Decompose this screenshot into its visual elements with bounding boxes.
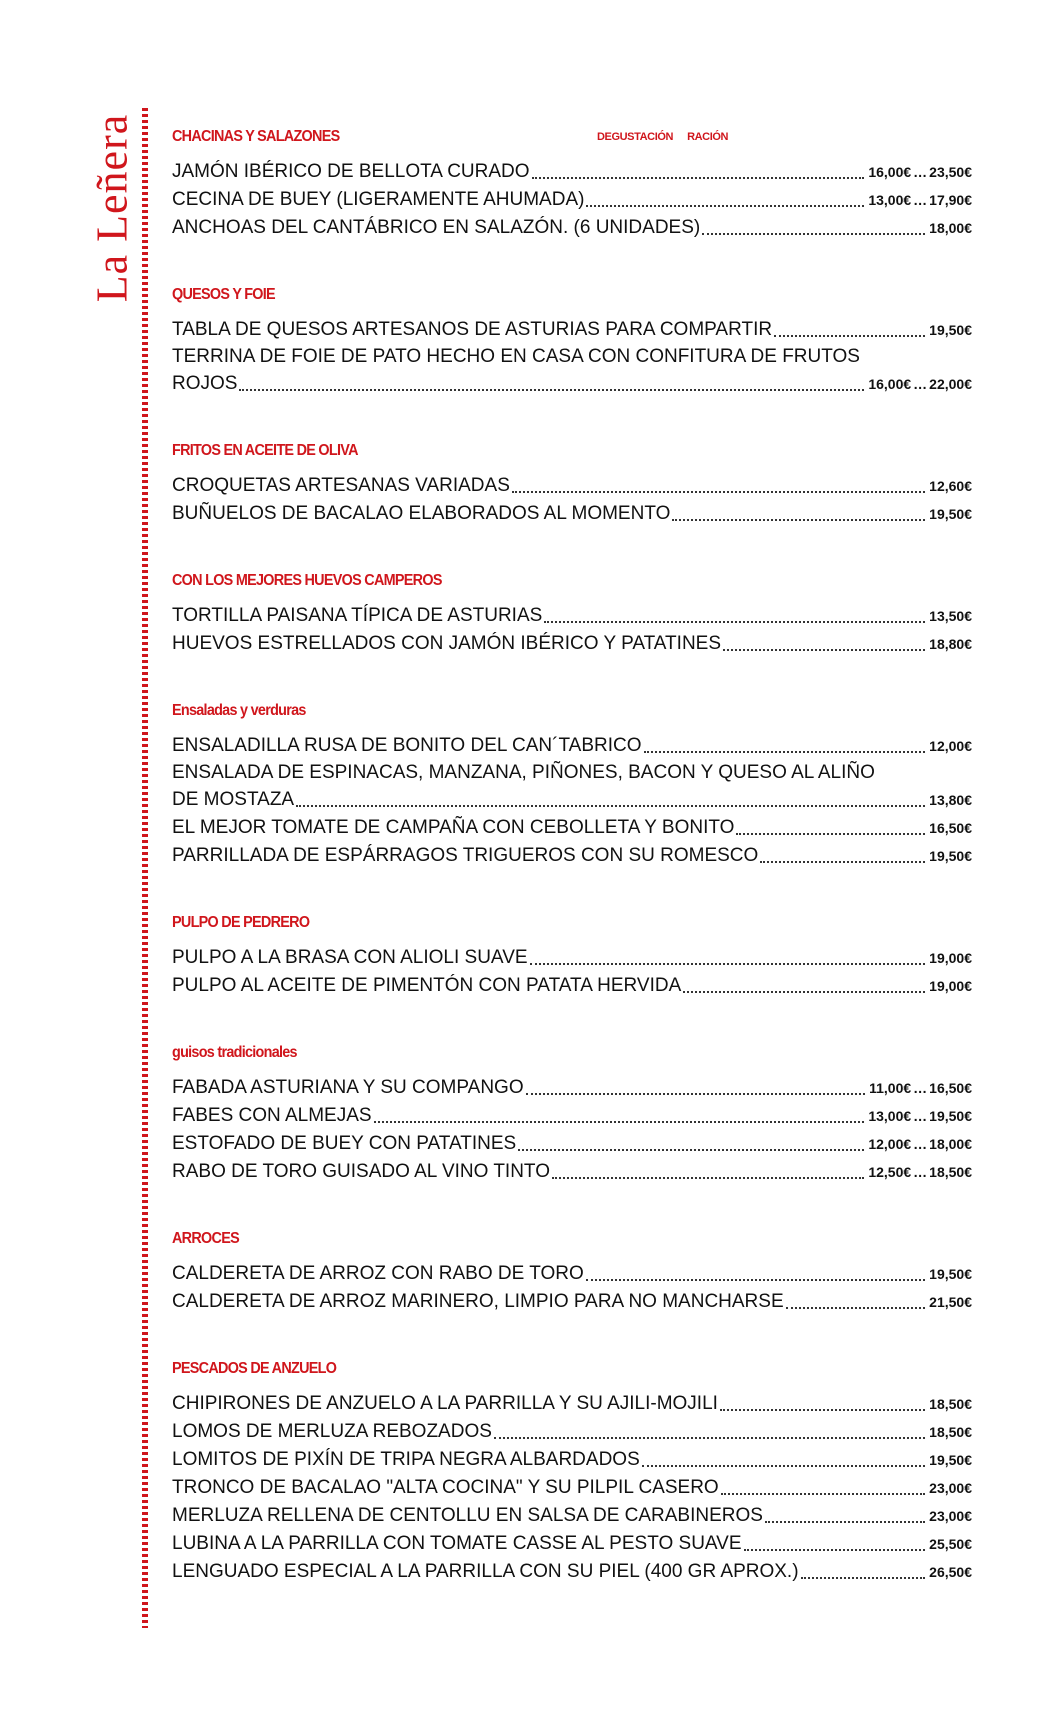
brand-title (87, 108, 137, 308)
dot-leader (239, 389, 864, 391)
section-title: PULPO DE PEDRERO (172, 914, 310, 931)
price-primary: 13,80€ (929, 792, 972, 808)
price-primary: 23,00€ (929, 1480, 972, 1496)
dot-leader (296, 805, 925, 807)
price-primary: 18,00€ (929, 220, 972, 236)
menu-item-price (869, 1074, 972, 1102)
menu-item-name: PARRILLADA DE ESPÁRRAGOS TRIGUEROS CON SU ROMESCO (172, 845, 759, 866)
menu-item (172, 158, 972, 186)
price-portion: … 23,50€ (911, 164, 972, 180)
price-primary: 16,00€ (868, 164, 912, 180)
menu-item-price (929, 472, 972, 500)
menu-item (172, 972, 972, 1000)
menu-item (172, 602, 972, 630)
section-title: CHACINAS Y SALAZONES (172, 128, 340, 145)
menu-item-name: FABADA ASTURIANA Y SU COMPANGO (172, 1077, 524, 1098)
menu-section (172, 702, 972, 870)
column-tasting-label: DEGUSTACIÓN (597, 131, 674, 143)
menu-item (172, 1158, 972, 1186)
menu-item (172, 944, 972, 972)
menu-item-name: MERLUZA RELLENA DE CENTOLLU EN SALSA DE CARABINEROS (172, 1505, 763, 1526)
price-portion: … 22,00€ (911, 376, 972, 392)
section-header (172, 128, 972, 152)
menu-item-name-line: TERRINA DE FOIE DE PATO HECHO EN CASA CON CONFITURA DE FRUTOS (172, 346, 860, 367)
dot-leader (586, 205, 864, 207)
menu-item (172, 1390, 972, 1418)
price-portion: … 18,00€ (911, 1136, 972, 1152)
menu-item-price (868, 186, 972, 214)
section-title: ARROCES (172, 1230, 239, 1247)
menu-item-name: ANCHOAS DEL CANTÁBRICO EN SALAZÓN. (6 UNIDADES) (172, 217, 701, 238)
menu-item-price (929, 1288, 972, 1316)
menu-item-name: LOMITOS DE PIXÍN DE TRIPA NEGRA ALBARDADOS (172, 1449, 640, 1470)
menu-item (172, 1288, 972, 1316)
menu-item-name: RABO DE TORO GUISADO AL VINO TINTO (172, 1161, 550, 1182)
menu-item-name-line: ENSALADA DE ESPINACAS, MANZANA, PIÑONES, BACON Y QUESO AL ALIÑO (172, 762, 875, 783)
section-header (172, 1044, 972, 1068)
menu-section (172, 286, 972, 398)
menu-item-price (929, 1446, 972, 1474)
menu-item (172, 814, 972, 842)
dot-leader (723, 649, 925, 651)
dot-leader (683, 991, 925, 993)
dot-leader (544, 621, 925, 623)
menu-item (172, 786, 972, 814)
column-portion-label: RACIÓN (687, 131, 729, 143)
menu-item-name: CALDERETA DE ARROZ MARINERO, LIMPIO PARA NO MANCHARSE (172, 1291, 784, 1312)
price-primary: 19,50€ (929, 506, 972, 522)
menu-item-price (929, 972, 972, 1000)
section-header (172, 1360, 972, 1384)
menu-item-name: ESTOFADO DE BUEY CON PATATINES (172, 1133, 517, 1154)
price-primary: 13,00€ (868, 192, 912, 208)
menu-section (172, 442, 972, 528)
menu-item (172, 1130, 972, 1158)
menu-item-price (929, 1530, 972, 1558)
price-primary: 12,50€ (868, 1164, 912, 1180)
menu-item (172, 1446, 972, 1474)
dot-leader (720, 1409, 925, 1411)
menu-item (172, 214, 972, 242)
menu-item-name: TABLA DE QUESOS ARTESANOS DE ASTURIAS PARA COMPARTIR (172, 319, 773, 340)
dot-leader (702, 233, 925, 235)
dot-leader (774, 335, 925, 337)
menu-item-name: LUBINA A LA PARRILLA CON TOMATE CASSE AL PESTO SUAVE (172, 1533, 742, 1554)
dot-leader (760, 861, 925, 863)
price-primary: 19,50€ (929, 322, 972, 338)
section-header (172, 702, 972, 726)
dot-leader (530, 963, 926, 965)
menu-item-name: LENGUADO ESPECIAL A LA PARRILLA CON SU PIEL (400 GR APROX.) (172, 1561, 799, 1582)
menu-item-price (868, 1158, 972, 1186)
menu-item-price (929, 842, 972, 870)
menu-item (172, 1074, 972, 1102)
dot-leader (586, 1279, 925, 1281)
menu-item-price (929, 1390, 972, 1418)
dot-leader (642, 1465, 925, 1467)
menu-item (172, 630, 972, 658)
brand-title-text: La Leñera (87, 113, 137, 303)
menu-item-price (868, 370, 972, 398)
price-primary: 19,50€ (929, 1266, 972, 1282)
menu-item-name: LOMOS DE MERLUZA REBOZADOS (172, 1421, 492, 1442)
menu-item (172, 1418, 972, 1446)
price-primary: 19,00€ (929, 978, 972, 994)
menu-item-name: DE MOSTAZA (172, 789, 295, 810)
price-primary: 18,80€ (929, 636, 972, 652)
menu-item-price (868, 1130, 972, 1158)
dot-leader (672, 519, 925, 521)
menu-item (172, 370, 972, 398)
menu-item-price (929, 1260, 972, 1288)
section-title: QUESOS Y FOIE (172, 286, 275, 303)
menu-item-name: CROQUETAS ARTESANAS VARIADAS (172, 475, 510, 496)
dot-leader (801, 1577, 926, 1579)
price-primary: 26,50€ (929, 1564, 972, 1580)
dot-leader (518, 1149, 864, 1151)
price-primary: 11,00€ (869, 1080, 912, 1096)
dot-leader (532, 177, 865, 179)
menu-item-price (929, 944, 972, 972)
menu-item-price (929, 814, 972, 842)
menu-item-name: TORTILLA PAISANA TÍPICA DE ASTURIAS (172, 605, 543, 626)
menu-item-name: FABES CON ALMEJAS (172, 1105, 372, 1126)
menu-section (172, 1360, 972, 1586)
menu-item-name: PULPO AL ACEITE DE PIMENTÓN CON PATATA HERVIDA (172, 975, 682, 996)
menu-item-price (929, 500, 972, 528)
price-primary: 25,50€ (929, 1536, 972, 1552)
price-primary: 19,50€ (929, 848, 972, 864)
menu-item (172, 1102, 972, 1130)
menu-item-price (929, 602, 972, 630)
dot-leader (512, 491, 925, 493)
price-columns-header (597, 131, 742, 143)
menu-section (172, 128, 972, 242)
section-header (172, 1230, 972, 1254)
menu-item-price (929, 732, 972, 760)
menu-item (172, 316, 972, 344)
menu-section (172, 1044, 972, 1186)
menu-item-name: CALDERETA DE ARROZ CON RABO DE TORO (172, 1263, 584, 1284)
menu-item-price (929, 786, 972, 814)
section-header (172, 442, 972, 466)
menu-item (172, 472, 972, 500)
menu-item (172, 1474, 972, 1502)
section-title: guisos tradicionales (172, 1044, 297, 1061)
dot-leader (494, 1437, 925, 1439)
price-primary: 19,50€ (929, 1452, 972, 1468)
menu-item-price (929, 1418, 972, 1446)
price-portion: … 16,50€ (911, 1080, 972, 1096)
menu-item-price (868, 1102, 972, 1130)
menu-item-price (929, 316, 972, 344)
menu-item-name: EL MEJOR TOMATE DE CAMPAÑA CON CEBOLLETA Y BONITO (172, 817, 735, 838)
dot-leader (744, 1549, 926, 1551)
dot-leader (644, 751, 926, 753)
dot-leader (374, 1121, 865, 1123)
price-portion: … 19,50€ (911, 1108, 972, 1124)
price-primary: 12,00€ (929, 738, 972, 754)
price-portion: … 18,50€ (911, 1164, 972, 1180)
menu-item (172, 1558, 972, 1586)
menu-item (172, 1260, 972, 1288)
menu-item-name: ROJOS (172, 373, 238, 394)
menu-item-price (929, 630, 972, 658)
price-primary: 16,50€ (929, 820, 972, 836)
dot-leader (736, 833, 925, 835)
menu-item-name: JAMÓN IBÉRICO DE BELLOTA CURADO (172, 161, 530, 182)
section-title: FRITOS EN ACEITE DE OLIVA (172, 442, 358, 459)
menu-item (172, 732, 972, 760)
price-primary: 12,60€ (929, 478, 972, 494)
section-header (172, 286, 972, 310)
dot-leader (765, 1521, 925, 1523)
menu-item-name: PULPO A LA BRASA CON ALIOLI SUAVE (172, 947, 528, 968)
menu-item-price (929, 1474, 972, 1502)
menu-item (172, 500, 972, 528)
price-primary: 23,00€ (929, 1508, 972, 1524)
menu-item-name: CHIPIRONES DE ANZUELO A LA PARRILLA Y SU AJILI-MOJILI (172, 1393, 718, 1414)
price-primary: 13,00€ (868, 1108, 912, 1124)
section-title: PESCADOS DE ANZUELO (172, 1360, 337, 1377)
price-primary: 18,50€ (929, 1396, 972, 1412)
dot-leader (552, 1177, 864, 1179)
menu-section (172, 1230, 972, 1316)
menu-item-name: ENSALADILLA RUSA DE BONITO DEL CAN´TABRICO (172, 735, 642, 756)
price-primary: 21,50€ (929, 1294, 972, 1310)
section-title: Ensaladas y verduras (172, 702, 306, 719)
menu-item-price (929, 1558, 972, 1586)
menu-item (172, 1502, 972, 1530)
price-primary: 12,00€ (868, 1136, 912, 1152)
menu-section (172, 914, 972, 1000)
price-portion: … 17,90€ (911, 192, 972, 208)
price-primary: 13,50€ (929, 608, 972, 624)
menu-item (172, 842, 972, 870)
menu-item-name: HUEVOS ESTRELLADOS CON JAMÓN IBÉRICO Y PATATINES (172, 633, 722, 654)
menu-item-price (929, 1502, 972, 1530)
dot-leader (721, 1493, 925, 1495)
section-title: CON LOS MEJORES HUEVOS CAMPEROS (172, 572, 442, 589)
menu-item-name: CECINA DE BUEY (LIGERAMENTE AHUMADA) (172, 189, 585, 210)
menu-item-price (929, 214, 972, 242)
menu-item-price (868, 158, 972, 186)
menu-item-name: TRONCO DE BACALAO "ALTA COCINA" Y SU PILPIL CASERO (172, 1477, 719, 1498)
menu-item-name: BUÑUELOS DE BACALAO ELABORADOS AL MOMENTO (172, 503, 671, 524)
menu (172, 128, 972, 1630)
menu-section (172, 572, 972, 658)
menu-item (172, 186, 972, 214)
section-header (172, 572, 972, 596)
decorative-dotted-rule (142, 108, 148, 1628)
price-primary: 19,00€ (929, 950, 972, 966)
dot-leader (526, 1093, 866, 1095)
section-header (172, 914, 972, 938)
price-primary: 18,50€ (929, 1424, 972, 1440)
price-primary: 16,00€ (868, 376, 912, 392)
dot-leader (786, 1307, 926, 1309)
menu-item (172, 1530, 972, 1558)
